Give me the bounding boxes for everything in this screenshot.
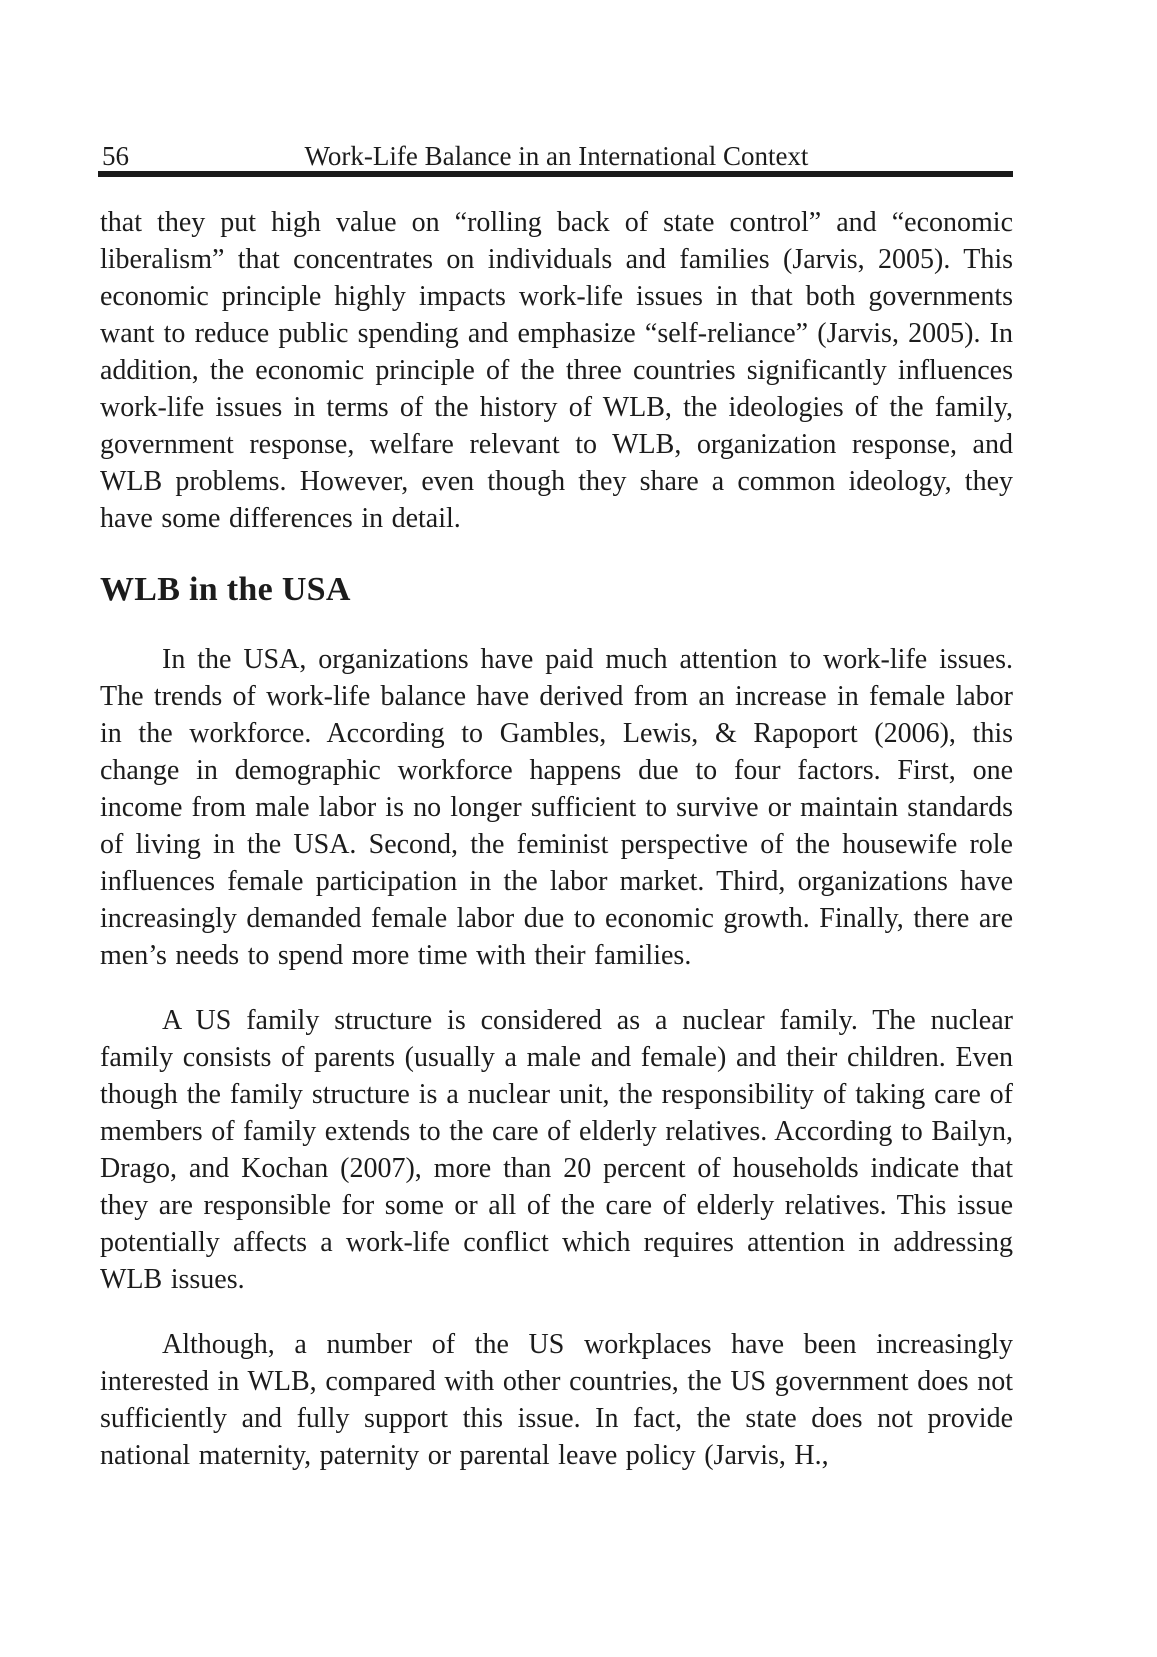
paragraph-2: In the USA, organizations have paid much attention to work-life issues. The trends of work-life balance have derived from an increase in female labor in the workforce. According to Gambles, Lewis, & Rapoport (2006), this change in demographic workforce happens due to four factors. First, one income from male labor is no longer sufficient to survive or maintain standards of living in the USA. Second, the feminist perspective of the housewife role influences female participation in the labor market. Third, organizations have increasingly demanded female labor due to economic growth. Finally, there are men’s needs to spend more time with their families. (100, 644, 1013, 971)
running-title: Work-Life Balance in an International Context (304, 141, 809, 171)
section-heading: WLB in the USA (100, 571, 351, 608)
header-rule (98, 171, 1013, 177)
paragraph-3: A US family structure is considered as a nuclear family. The nuclear family consists of parents (usually a male and female) and their children. Even though the family structure is a nuclear unit, the responsibility of taking care of members of family extends to the care of elderly relatives. According to Bailyn, Drago, and Kochan (2007), more than 20 percent of households indicate that they are responsible for some or all of the care of elderly relatives. This issue potentially affects a work-life conflict which requires attention in addressing WLB issues. (100, 1005, 1013, 1295)
page-header (100, 140, 1013, 172)
paragraph-1: that they put high value on “rolling back of state control” and “economic liberalism” that concentrates on individuals and families (Jarvis, 2005). This economic principle highly impacts work-life issues in that both governments want to reduce public spending and emphasize “self-reliance” (Jarvis, 2005). In addition, the economic principle of the three countries significantly influences work-life issues in terms of the history of WLB, the ideologies of the family, government response, welfare relevant to WLB, organization response, and WLB problems. However, even though they share a common ideology, they have some differences in detail. (100, 207, 1013, 534)
page-content (100, 204, 1013, 1502)
page-number: 56 (102, 141, 129, 171)
paragraph-4: Although, a number of the US workplaces have been increasingly interested in WLB, compared with other countries, the US government does not sufficiently and fully support this issue. In fact, the state does not provide national maternity, paternity or parental leave policy (Jarvis, H., (100, 1329, 1013, 1471)
